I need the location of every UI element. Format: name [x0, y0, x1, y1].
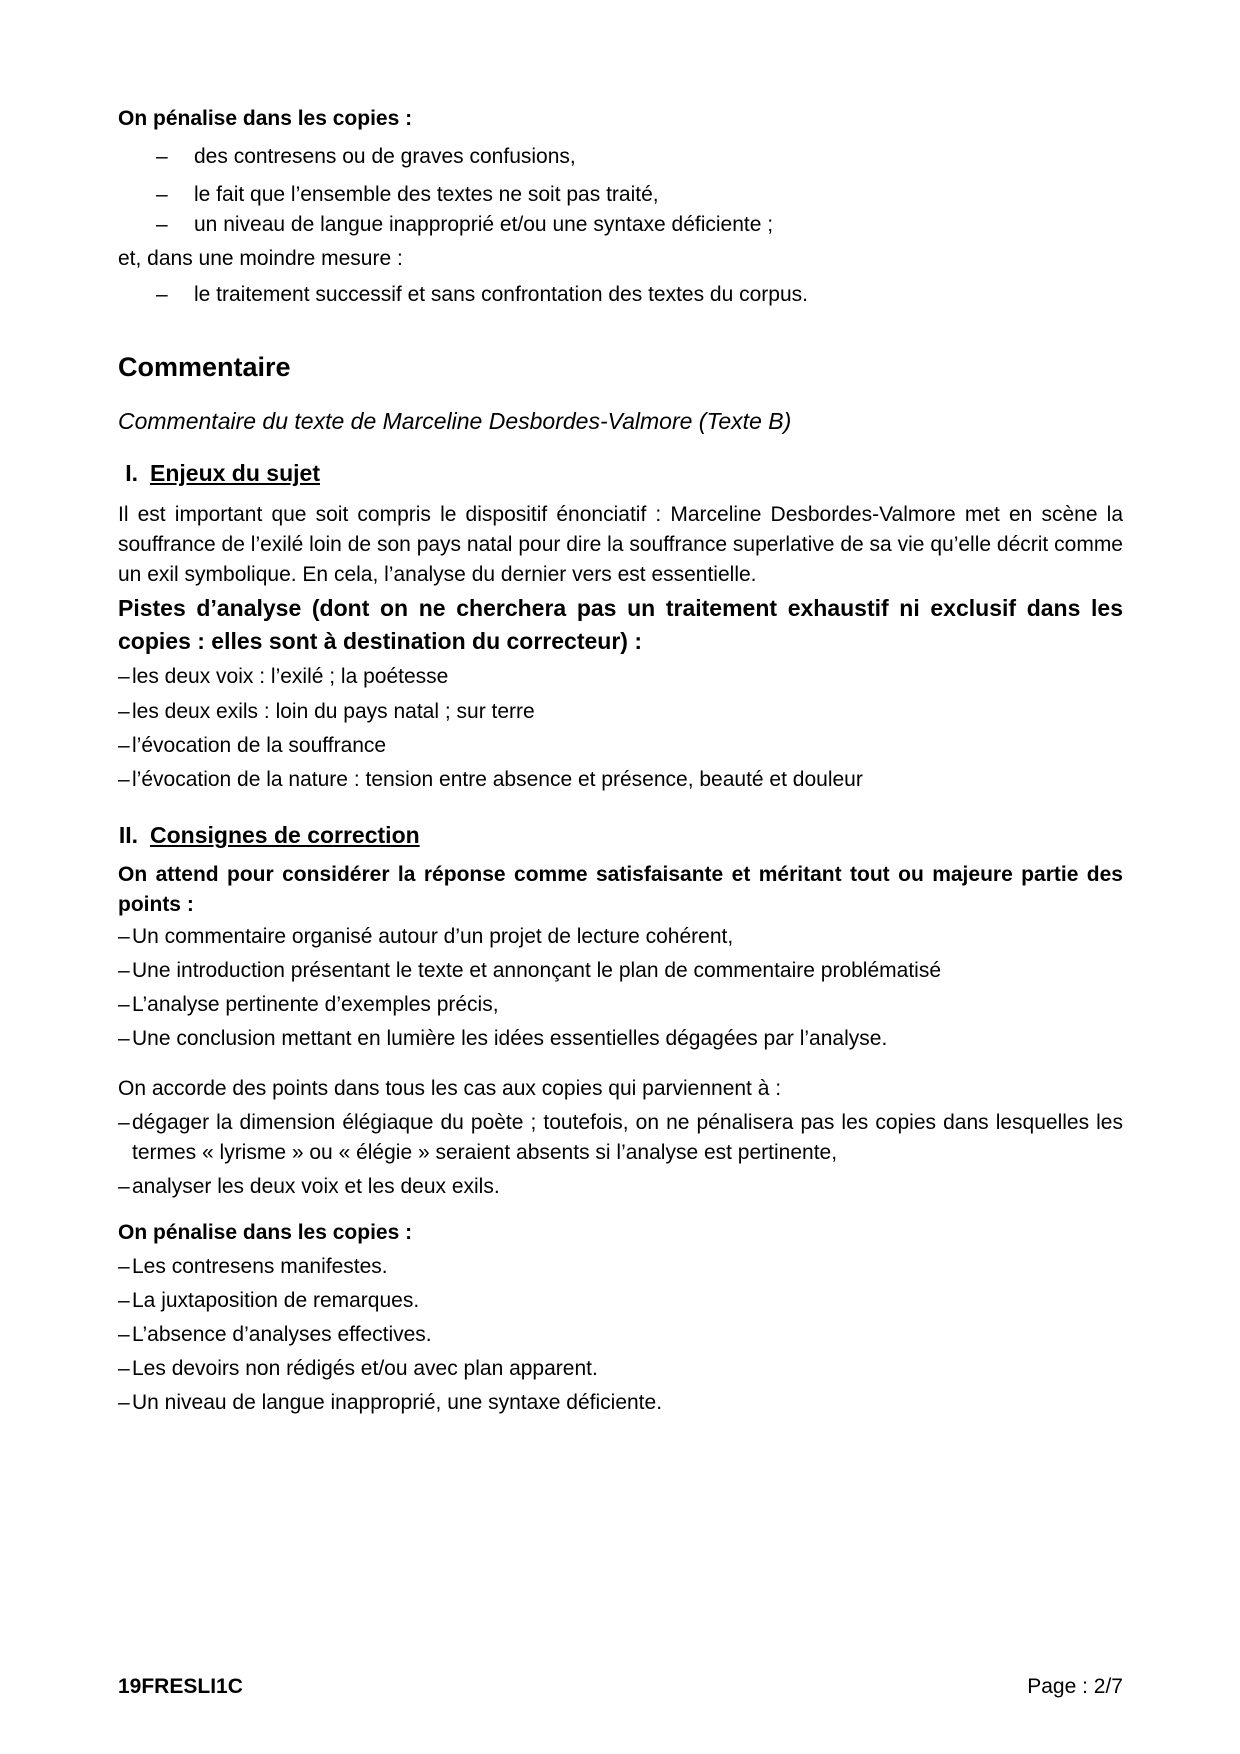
list-item: – Une introduction présentant le texte et annonçant le plan de commentaire problématisé [118, 956, 941, 990]
dash-icon: – [156, 213, 168, 236]
section-heading-consignes [80, 820, 420, 850]
penalise-heading: On pénalise dans les copies : [118, 1221, 413, 1244]
list-item: – le traitement successif et sans confrontation des textes du corpus. [118, 280, 808, 310]
dash-icon: – [118, 1027, 130, 1050]
list-item: – l’évocation de la nature : tension entre absence et présence, beauté et douleur [118, 765, 863, 799]
document-page [118, 0, 1123, 1754]
dash-icon: – [118, 665, 130, 688]
section-heading-enjeux [80, 458, 320, 488]
dash-icon: – [118, 925, 130, 948]
dash-icon: – [156, 283, 168, 306]
attend-list [118, 922, 941, 1058]
list-item: – Une conclusion mettant en lumière les idées essentielles dégagées par l’analyse. [118, 1024, 941, 1058]
penalise-list [118, 1252, 662, 1422]
accord-intro: On accorde des points dans tous les cas aux copies qui parviennent à : [118, 1077, 782, 1100]
list-item: – le fait que l’ensemble des textes ne soit pas traité, [118, 180, 773, 210]
dash-icon: – [118, 1175, 130, 1198]
list-item: – analyser les deux voix et les deux exils. [118, 1172, 1123, 1202]
moindre-mesure-list [118, 280, 808, 310]
footer-code: 19FRESLI1C [118, 1675, 243, 1698]
section-number: II. [118, 822, 138, 848]
dash-icon: – [118, 768, 130, 791]
accord-list [118, 1108, 1123, 1202]
penalise-top-list [118, 142, 773, 240]
list-item: – l’évocation de la souffrance [118, 731, 863, 765]
dash-icon: – [118, 1357, 130, 1380]
list-item: – L’analyse pertinente d’exemples précis, [118, 990, 941, 1024]
dash-icon: – [118, 1111, 130, 1134]
footer-page-number: Page : 2/7 [1027, 1675, 1123, 1698]
dash-icon: – [118, 1391, 130, 1414]
attend-heading: On attend pour considérer la réponse comme satisfaisante et méritant tout ou majeure partie des points : [118, 863, 1123, 916]
list-item: – les deux voix : l’exilé ; la poétesse [118, 662, 863, 697]
list-item: – Les contresens manifestes. [118, 1252, 662, 1286]
list-item: – un niveau de langue inapproprié et/ou une syntaxe déficiente ; [118, 210, 773, 240]
section-heading-text: Enjeux du sujet [150, 460, 320, 486]
moindre-mesure-text: et, dans une moindre mesure : [118, 247, 403, 270]
list-item: – des contresens ou de graves confusions, [118, 142, 773, 180]
commentaire-subtitle: Commentaire du texte de Marceline Desbordes-Valmore (Texte B) [118, 408, 792, 434]
list-item: – La juxtaposition de remarques. [118, 1286, 662, 1320]
list-item: – dégager la dimension élégiaque du poète ; toutefois, on ne pénalisera pas les copies dans lesquelles les termes « lyrisme » ou « élégie » seraient absents si l’analyse est pertinente, [118, 1108, 1123, 1168]
dash-icon: – [156, 183, 168, 206]
enjeux-paragraph: Il est important que soit compris le dispositif énonciatif : Marceline Desbordes-Valmore met en scène la souffrance de l’exilé loin de son pays natal pour dire la souffrance superlative de sa vie qu’elle décrit comme un exil symbolique. En cela, l’analyse du dernier vers est essentielle. [118, 503, 1123, 586]
dash-icon: – [118, 700, 130, 723]
pistes-list [118, 662, 863, 799]
dash-icon: – [118, 734, 130, 757]
section-title-commentaire: Commentaire [118, 352, 291, 382]
dash-icon: – [156, 145, 168, 168]
list-item: – les deux exils : loin du pays natal ; sur terre [118, 697, 863, 731]
dash-icon: – [118, 1255, 130, 1278]
penalise-top-heading: On pénalise dans les copies : [118, 107, 413, 130]
pistes-heading: Pistes d’analyse (dont on ne cherchera pas un traitement exhaustif ni exclusif dans les copies : elles sont à destination du correcteur) : [118, 595, 1123, 654]
dash-icon: – [118, 959, 130, 982]
list-item: – L’absence d’analyses effectives. [118, 1320, 662, 1354]
dash-icon: – [118, 1323, 130, 1346]
list-item: – Un niveau de langue inapproprié, une syntaxe déficiente. [118, 1388, 662, 1422]
list-item: – Les devoirs non rédigés et/ou avec plan apparent. [118, 1354, 662, 1388]
section-heading-text: Consignes de correction [150, 822, 420, 848]
dash-icon: – [118, 993, 130, 1016]
list-item: – Un commentaire organisé autour d’un projet de lecture cohérent, [118, 922, 941, 956]
section-number: I. [125, 460, 138, 486]
dash-icon: – [118, 1289, 130, 1312]
